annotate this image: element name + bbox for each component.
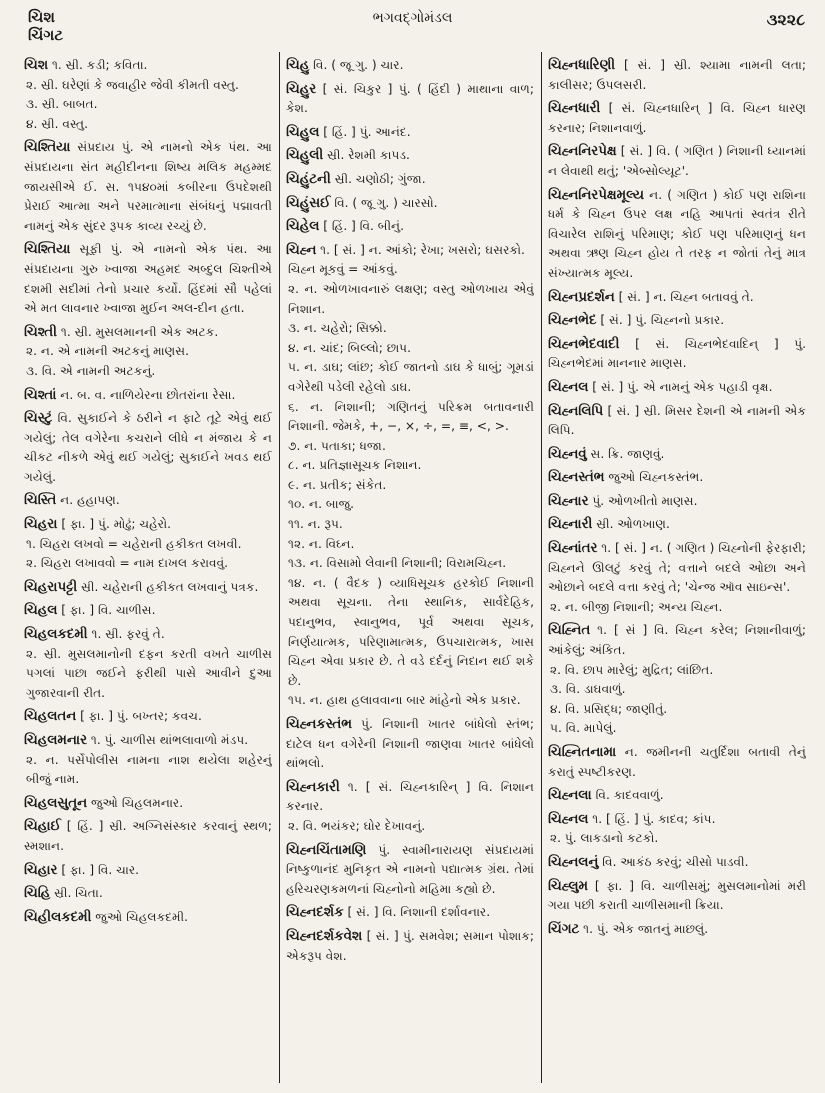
dictionary-entry — [24, 625, 272, 703]
entry-sense: ૫. ન. ડાઘ; લાંછ; કોઈ જાતનો ડાઘ કે ધાબું; ગૂમડાં વગેરેથી પડેલી રહેલો ડાઘ. — [288, 360, 534, 394]
headword: ચિહલ — [24, 603, 58, 619]
headword: ચિહ્લુમ — [548, 878, 588, 894]
guide-word-first: ચિશ — [28, 8, 55, 26]
entry-sense: ૫. વિ. માપેલું. — [550, 721, 617, 736]
headword: ચિહ્નિત — [548, 623, 591, 639]
column-divider — [279, 52, 280, 1083]
headword: ચિહ્નાર — [548, 493, 589, 509]
entry-headline: ચિહ્નદર્શકવેશ [ સં. ] પું. સમવેશ; સમાન પોશાક; એકરૂપ વેશ. — [286, 928, 534, 963]
headword: ચિહલકદમી — [24, 627, 88, 643]
entry-headline: ચિહ્નનિરપેક્ષમૂલ્ય ન. ( ગણિત ) કોઈ પણ રાશિના ધર્મ કે ચિહ્ન ઉપર લક્ષ નહિ આપતાં સ્વતંત્ર રીતે વિચારેલ રાશિનું પરિમાણ; કોઈ પણ પરિમાણનું ધન અથવા ઋણ ચિહ્ન હોય તે તરફ ન જોતાં તેનું માત્ર સંખ્યાત્મક મૂલ્ય. — [548, 187, 806, 280]
dictionary-entry — [24, 707, 272, 727]
entry-headline: ચિહ્નલ ૧. [ હિં. ] પું. કાદવ; કાંપ. — [548, 811, 716, 827]
entry-headline: ચિહ્નલ [ સં. ] પું. એ નામનું એક પહાડી વૃક્ષ. — [548, 379, 773, 395]
entry-headline: ચિહ્નાર પું. ઓળખીતો માણસ. — [548, 493, 698, 509]
entry-headline: ચિહ્નભેદ [ સં. ] પું. ચિહ્નનો પ્રકાર. — [548, 313, 725, 329]
dictionary-entry — [24, 601, 272, 621]
dictionary-entry — [24, 794, 272, 814]
headword: ચિહુ — [286, 58, 310, 73]
dictionary-entry — [548, 877, 806, 916]
entry-headline: ચિહ્નચિંતામણિ પું. સ્વામીનારાયણ સંપ્રદાયમાં નિષ્કુળાનંદ મુનિકૃત એ નામનો પદ્યાત્મક ગ્રંથ. તેમાં હરિચરણકમળનાં ચિહ્નોનો મહિમા કહ્યો છે. — [286, 842, 534, 896]
dictionary-entry — [24, 731, 272, 790]
dictionary-entry — [24, 491, 272, 511]
entry-headline: ચિહ્નવું સ. ક્રિ. જાણવું. — [548, 446, 665, 462]
entry-headline: ચિહ્નપ્રદર્શન [ સં. ] ન. ચિહ્ન બતાવવું તે. — [548, 289, 754, 305]
column-1 — [24, 56, 272, 1086]
headword: ચિહ્નભેદવાદી — [548, 336, 620, 352]
page-number: ૩૨૨૮ — [766, 10, 805, 29]
entry-headline: ચિશ ૧. સ્રી. કડી; કવિતા. — [24, 58, 148, 73]
dictionary-entry — [286, 217, 534, 237]
entry-headline: ચિશ્તાં ન. બ. વ. નાળિયેરના છોતરાંના રેસા. — [24, 387, 236, 403]
dictionary-entry — [24, 515, 272, 574]
entry-sense: ૩. વિ. એ નામની અટકનું. — [26, 363, 156, 378]
headword: ચિહ્નદર્શકવેશ — [286, 928, 363, 944]
dictionary-entry — [24, 138, 272, 236]
headword: ચિશ્તિયા — [24, 140, 71, 156]
dictionary-entry — [548, 810, 806, 849]
headword: ચિહ્નલિપિ — [548, 403, 604, 419]
entry-headline: ચિહ્નલિપિ [ સં. ] સ્રી. મિસર દેશની એ નામની એક લિપિ. — [548, 403, 806, 438]
entry-sense: ૨. ન. ઓળખાવનારું લક્ષણ; વસ્તુ ઓળખાય એવું નિશાન. — [288, 281, 534, 316]
dictionary-entry — [24, 884, 272, 904]
entry-sense: ૨. વિ. ભયંકર; ઘોર દેખાવનું. — [288, 818, 426, 833]
entry-headline: ચિહુંટની સ્રી. ચણોઠી; ગુંજા. — [286, 171, 426, 187]
dictionary-entry — [24, 578, 272, 598]
entry-headline: ચિહાર [ ફા. ] વિ. ચાર. — [24, 862, 140, 878]
entry-sense: ૬. ન. નિશાની; ગણિતનું પરિક્રમ બતાવનારી નિશાની. જેમકે, +, −, ×, ÷, =, ≡, <, >. — [288, 399, 534, 434]
headword: ચિહાર — [24, 862, 58, 878]
headword: ચિહાઈ — [24, 819, 61, 835]
entry-headline: ચિહલકદમી ૧. સ્રી. ફરવું તે. — [24, 627, 165, 643]
headword: ચિસ્તિ — [24, 493, 57, 509]
entry-headline: ચિહીલકદમી જુઓ ચિહલકદમી. — [24, 909, 188, 925]
entry-headline: ચિહ્નનિરપેક્ષ [ સં. ] વિ. ( ગણિત ) નિશાની ધ્યાનમાં ન લેવાથી થતું; 'એબ્સોલ્યૂટ'. — [548, 144, 806, 178]
entry-sense: ૨. ન. પર્સેપોલીસ નામના નાશ થયેલા શહેરનું બીજું નામ. — [26, 752, 272, 787]
dictionary-entry — [24, 323, 272, 382]
dictionary-entry — [548, 492, 806, 512]
headword: ચિહલમનાર — [24, 733, 88, 748]
headword: ચિંગટ — [548, 921, 580, 937]
dictionary-title: ભગવદ્ગોમંડલ — [372, 10, 453, 26]
headword: ચિશ્તાં — [24, 387, 57, 403]
dictionary-entry — [24, 409, 272, 487]
entry-headline: ચિહ્નધારિણી [ સં. ] સ્રી. શ્યામા નામની લતા; કાલીસર; ઉપલસરી. — [548, 58, 806, 92]
headword: ચિહરાપટ્ટી — [24, 579, 78, 595]
headword: ચિહરા — [24, 517, 58, 533]
guide-word-last: ચિંગટ — [28, 26, 64, 44]
entry-headline: ચિહરા [ ફા. ] પું. મોઢું; ચહેરો. — [24, 517, 172, 533]
dictionary-entry — [548, 853, 806, 873]
entry-headline: ચિસ્ટું વિ. સુકાઈને કે ઠરીને ન ફાટે તૂટે એવું થઈ ગયેલું; તેલ વગેરેના કચરાને લીધે ન મંજાય કે ન ચીકટ નીકળે એવું થઈ ગયેલું; સુકાઈને ખવડ થઈ ગયેલું. — [24, 411, 272, 484]
column-divider — [541, 52, 542, 1083]
entry-sense: ૩. વિ. ડાઘવાળું. — [550, 682, 626, 697]
entry-sense: ૨. ચિહરા લખાવવો = નામ દાખલ કરાવવું. — [26, 556, 229, 571]
entry-sense: ૨. સ્રી. મુસલમાનોની દફન કરતી વખતે ચાળીસ પગલાં પાછા જઈને ફરીથી પાસે આવીને દુઆ ગુજારવાની રીત. — [26, 646, 272, 700]
dictionary-entry — [286, 927, 534, 966]
entry-headline: ચિહ્નધારી [ સં. ચિહ્નધારિન્ ] વિ. ચિહ્ન ધારણ કરનાર; નિશાનવાળું. — [548, 101, 806, 135]
headword: ચિહ્નલનું — [548, 854, 599, 870]
entry-headline: ચિહલમનાર ૧. પું. ચાળીસ થાંભલાવાળો મંડપ. — [24, 733, 249, 748]
headword: ચિહ્નધારી — [548, 101, 601, 117]
headword: ચિહ્નકારી — [286, 779, 340, 795]
entry-sense: ૧૨. ન. વિઘ્ન. — [288, 536, 355, 551]
headword: ચિહુલ — [286, 124, 320, 140]
headword: ચિહુંટની — [286, 171, 331, 187]
headword: ચિશ્તી — [24, 324, 57, 340]
entry-sense: ૨. સ્રી. ઘરેણાં કે જવાહીર જેવી કીમતી વસ્તુ. — [26, 77, 239, 92]
headword: ચિહ્નધારિણી — [548, 58, 616, 73]
entry-sense: ૪. સ્રી. વસ્તુ. — [26, 116, 88, 131]
headword: ચિહ્નસ્તંભ — [548, 470, 605, 486]
entry-headline: ચિહુલી સ્રી. રેશમી કાપડ. — [286, 148, 410, 164]
dictionary-entry — [548, 288, 806, 308]
entry-sense: ૧૦. ન. બાજુ. — [288, 497, 355, 512]
headword: ચિહ્નપ્રદર્શન — [548, 289, 615, 305]
headword: ચિહ્નનિરપેક્ષમૂલ્ય — [548, 187, 645, 203]
headword: ચિહિ — [24, 886, 51, 902]
dictionary-entry — [24, 240, 272, 318]
entry-sense: ૪. વિ. પ્રસિદ્ધ; જાણીતું. — [550, 701, 668, 716]
entry-headline: ચિહિ સ્રી. ચિતા. — [24, 886, 103, 902]
dictionary-entry — [548, 743, 806, 782]
dictionary-entry — [548, 311, 806, 331]
entry-headline: ચિહુંસઈ વિ. ( જૂ ગુ. ) ચારસો. — [286, 195, 438, 211]
headword: ચિહ્ન — [286, 242, 317, 258]
entry-headline: ચિહ્લુમ [ ફા. ] વિ. ચાળીસમું; મુસલમાનોમાં મરી ગયા પછી કરાતી ચાળીસમાની ક્રિયા. — [548, 878, 806, 913]
dictionary-entry — [24, 56, 272, 134]
entry-headline: ચિહ્નકસ્તંભ પું. નિશાની ખાતર બાંધેલો સ્તંભ; દાટેલ ધન વગેરેની નિશાની જાણવા ખાતર બાંધેલો થાંભલો. — [286, 717, 534, 771]
headword: ચિહ્નલ — [548, 811, 589, 827]
dictionary-entry — [24, 817, 272, 856]
headword: ચિહ્નિતનામા — [548, 745, 617, 760]
entry-headline: ચિહ્નલનું વિ. આકંઠ કરવું; ચીસો પાડવી. — [548, 854, 749, 870]
dictionary-entry — [286, 903, 534, 923]
dictionary-entry — [286, 146, 534, 166]
dictionary-entry — [286, 123, 534, 143]
entry-sense: ૯. ન. પ્રતીક; સંકેત. — [288, 477, 387, 492]
entry-sense: ૧૩. ન. વિસામો લેવાની નિશાની; વિરામચિહ્ન. — [288, 556, 507, 571]
headword: ચિહ્નાંતર — [548, 541, 598, 557]
headword: ચિહ્નારી — [548, 517, 593, 533]
dictionary-entry — [548, 920, 806, 940]
entry-sense: ૨. વિ. છાપ મારેલું; મુદ્રિત; લાંછિત. — [550, 662, 714, 677]
dictionary-entry — [548, 468, 806, 488]
entry-headline: ચિંગટ ૧. પું. એક જાતનું માછલું. — [548, 921, 709, 937]
dictionary-entry — [286, 80, 534, 119]
entry-headline: ચિહુર [ સં. ચિકુર ] પું. ( હિંદી ) માથાના વાળ; કેશ. — [286, 81, 534, 116]
entry-headline: ચિહરાપટ્ટી સ્રી. ચહેરાની હકીકત લખવાનું પત્રક. — [24, 579, 259, 595]
dictionary-entry — [548, 621, 806, 739]
entry-headline: ચિહ્નાંતર ૧. [ સં. ] ન. ( ગણિત ) ચિહ્નોની ફેરફારી; ચિહ્નને ઊલટું કરવું તે; વત્તાને બદલે ઓછા અને ઓછાને બદલે વત્તા કરવું તે; 'ચેન્જ ઑવ સાઇન્સ'. — [548, 541, 806, 595]
entry-headline: ચિશ્તી ૧. સ્રી. મુસલમાનની એક અટક. — [24, 324, 219, 340]
dictionary-entry — [286, 194, 534, 214]
headword: ચિહીલકદમી — [24, 909, 92, 925]
entry-headline: ચિહલતન [ ફા. ] પું. બખ્તર; કવચ. — [24, 709, 202, 725]
entry-sense: ૨. ન. બીજી નિશાની; અન્ય ચિહ્ન. — [550, 599, 723, 614]
dictionary-entry — [548, 99, 806, 138]
entry-headline: ચિહ્નસ્તંભ જુઓ ચિહ્નકસ્તંભ. — [548, 470, 704, 486]
column-2 — [286, 56, 534, 1086]
dictionary-entry — [286, 241, 534, 711]
entry-headline: ચિહ્નિત ૧. [ સં ] વિ. ચિહ્ન કરેલ; નિશાનીવાળું; આંકેલું; અંકિત. — [548, 623, 806, 658]
entry-sense: ૩. સ્રી. બાબત. — [26, 97, 98, 112]
entry-headline: ચિશ્તિયા સંપ્રદાય પું. એ નામનો એક પંથ. આ સંપ્રદાયના સંત મહીદીનના શિષ્ય મલિક મહમ્મદ જાયસીએ ઈ. સ. ૧૫૪૦માં કબીરના ઉપદેશથી પ્રેરાઈ આત્મા અને પરમાત્માના સંબંધનું પદ્માવતી નામનું એક સુંદર રૂપક કાવ્ય રચ્યું છે. — [24, 140, 272, 233]
entry-sense: ૧૪. ન. ( વૈદક ) વ્યાધિસૂચક હરકોઈ નિશાની અથવા સૂચના. તેના સ્થાનિક, સાર્વદેહિક, પદાનુભવ, સ્વાનુભવ, પૂર્વ અથવા સૂચક, નિર્ણયાત્મક, પરિણામાત્મક, ઉપચારાત્મક, ખાસ ચિહ્ન એવા પ્રકાર છે. તે વડે દર્દનું નિદાન થઈ શકે છે. — [288, 575, 534, 688]
dictionary-entry — [548, 335, 806, 374]
dictionary-entry — [548, 378, 806, 398]
headword: ચિહ્નકસ્તંભ — [286, 717, 352, 732]
headword: ચિહુર — [286, 81, 317, 97]
headword: ચિસ્ટું — [24, 411, 53, 427]
entry-headline: ચિહ્ન ૧. [ સં. ] ન. આંકો; રેખા; ખસરો; ઘસરકો. — [286, 242, 525, 258]
headword: ચિહ્નલ — [548, 379, 589, 395]
dictionary-entry — [24, 908, 272, 928]
headword: ચિહ્નનિરપેક્ષ — [548, 144, 617, 160]
dictionary-entry — [548, 186, 806, 284]
entry-sense: ૩. ન. ચહેરો; સિક્કો. — [288, 321, 387, 336]
dictionary-entry — [24, 386, 272, 406]
entry-headline: ચિહુ વિ. ( જૂ ગુ. ) ચાર. — [286, 58, 404, 73]
headword: ચિહેલ — [286, 219, 320, 235]
entry-sense: ૨. પું. લાકડાનો કટકો. — [550, 831, 659, 846]
dictionary-entry — [548, 56, 806, 95]
dictionary-entry — [286, 715, 534, 774]
dictionary-entry — [286, 841, 534, 900]
headword: ચિહ્નલા — [548, 788, 592, 804]
entry-sense: ૧. ચિહરા લખવો = ચહેરાની હકીકત લખવી. — [26, 536, 242, 551]
entry-headline: ચિસ્તિ ન. હહાપણ. — [24, 493, 120, 509]
page-header — [14, 8, 811, 52]
headword: ચિશ્તિયા — [24, 242, 71, 258]
entry-headline: ચિહુલ [ હિં. ] પું. આનંદ. — [286, 124, 411, 140]
dictionary-entry — [548, 445, 806, 465]
entry-sense: ૪. ન. ચાંદ; બિલ્લો; છાપ. — [288, 340, 411, 355]
entry-headline: ચિહ્નદર્શક [ સં. ] વિ. નિશાની દર્શાવનાર. — [286, 905, 491, 921]
entry-headline: ચિહાઈ [ હિં. ] સ્રી. અગ્નિસંસ્કાર કરવાનું સ્થળ; સ્મશાન. — [24, 819, 272, 853]
entry-headline: ચિહેલ [ હિં. ] વિ. બીનું. — [286, 219, 405, 235]
headword: ચિશ — [24, 58, 49, 73]
entry-headline: ચિહ્નભેદવાદી [ સં. ચિહ્નભેદવાદિન્ ] પું. ચિહ્નભેદમાં માનનાર માણસ. — [548, 336, 806, 371]
entry-sense: ૭. ન. પતાકા; ધજા. — [288, 438, 386, 453]
entry-headline: ચિહ્નિતનામા ન. જમીનની ચતુર્દિશા બતાવી તેનું કરાતું સ્પષ્ટીકરણ. — [548, 745, 806, 779]
dictionary-entry — [548, 539, 806, 617]
entry-phrase: ચિહ્ન મૂકવું = આંકવું. — [288, 262, 398, 277]
headword: ચિહલસુતૂન — [24, 795, 88, 811]
headword: ચિહુંસઈ — [286, 195, 331, 211]
entry-sense: ૧૫. ન. હાથ હલાવવાના બાર માંહેનો એક પ્રકાર. — [288, 693, 521, 708]
dictionary-entry — [24, 861, 272, 881]
dictionary-entry — [548, 786, 806, 806]
dictionary-entry — [286, 56, 534, 76]
dictionary-entry — [548, 402, 806, 441]
entry-headline: ચિહ્નારી સ્રી. ઓળખાણ. — [548, 517, 670, 533]
entry-headline: ચિહ્નકારી ૧. [ સં. ચિહ્નકારિન્ ] વિ. નિશાન કરનાર. — [286, 779, 534, 814]
dictionary-entry — [286, 778, 534, 837]
entry-sense: ૨. ન. એ નામની અટકનું માણસ. — [26, 344, 190, 359]
entry-headline: ચિશ્તિયા સૂફી પું. એ નામનો એક પંથ. આ સંપ્રદાયના ગુરુ ખ્વાજા અહમદ અબ્દુલ ચિશ્તીએ દશમી સદીમાં તેનો પ્રચાર કર્યો. હિંદમાં સૌ પહેલાં એ મત લાવનાર ખ્વાજા મુઈન અલ-દીન હતા. — [24, 242, 272, 316]
headword: ચિહલતન — [24, 709, 77, 725]
entry-headline: ચિહ્નલા વિ. કાદવવાળું. — [548, 788, 664, 804]
headword: ચિહુલી — [286, 148, 324, 164]
column-3 — [548, 56, 806, 1086]
entry-sense: ૮. ન. પ્રતિજ્ઞાસૂચક નિશાન. — [288, 458, 422, 473]
entry-headline: ચિહલસુતૂન જુઓ ચિહલમનાર. — [24, 795, 184, 811]
headword: ચિહ્નભેદ — [548, 313, 597, 329]
headword: ચિહ્નવું — [548, 446, 587, 462]
entry-headline: ચિહલ [ ફા. ] વિ. ચાળીસ. — [24, 603, 156, 619]
dictionary-entry — [548, 142, 806, 181]
headword: ચિહ્નદર્શક — [286, 905, 344, 921]
entry-sense: ૧૧. ન. રૂપ. — [288, 517, 343, 532]
dictionary-entry — [548, 515, 806, 535]
headword: ચિહ્નચિંતામણિ — [286, 842, 367, 858]
dictionary-entry — [286, 170, 534, 190]
